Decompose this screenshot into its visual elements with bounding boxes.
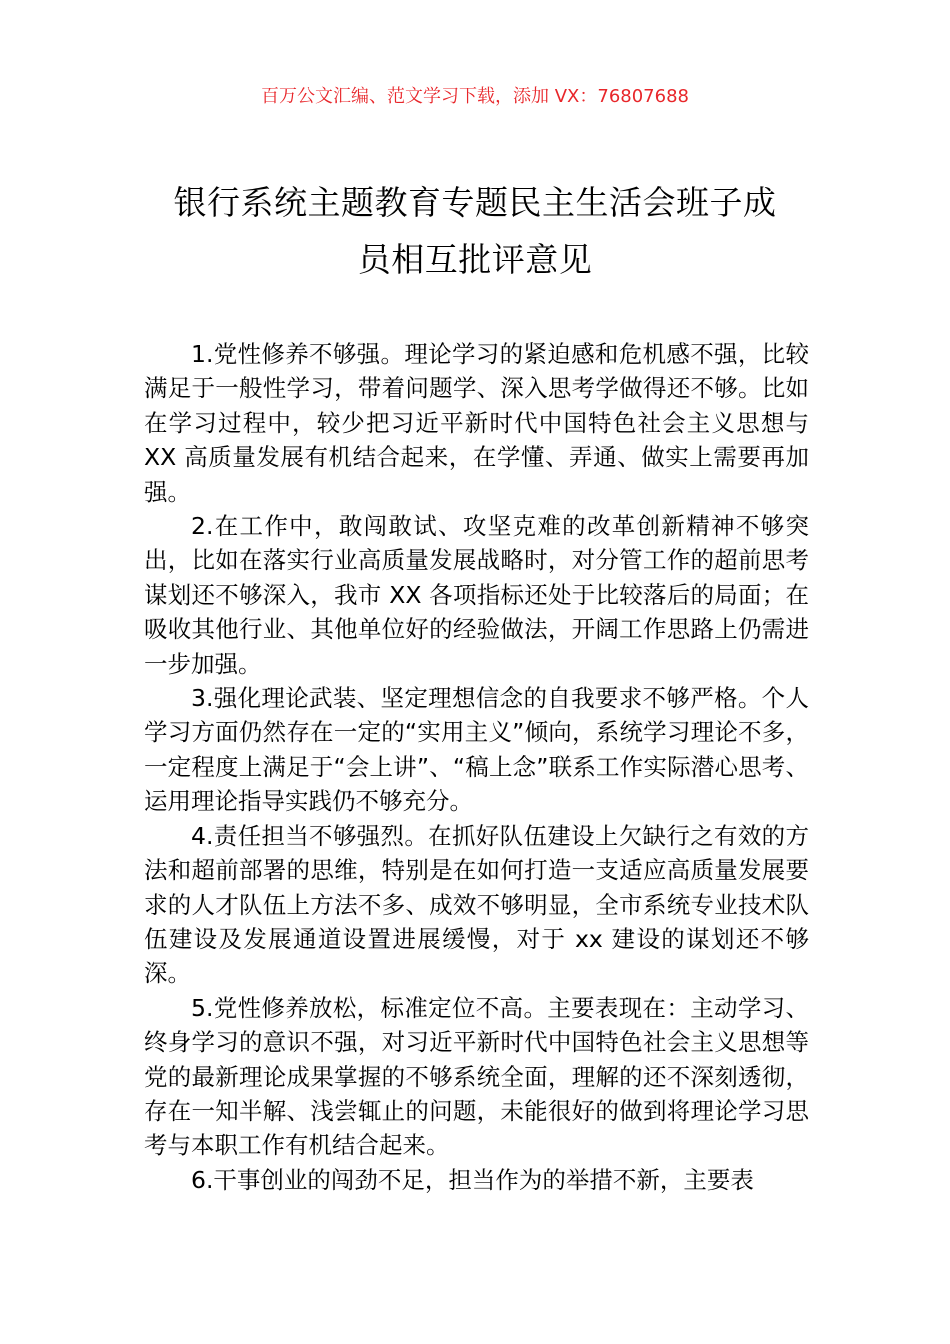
paragraph-5: 5.党性修养放松，标准定位不高。主要表现在：主动学习、终身学习的意识不强，对习近平新时代中国特色社会主义思想等党的最新理论成果掌握的不够系统全面，理解的还不深刻透彻，存在一知半解、浅尝辄止的问题，未能很好的做到将理论学习思考与本职工作有机结合起来。	[144, 993, 809, 1160]
paragraph-1: 1.党性修养不够强。理论学习的紧迫感和危机感不强，比较满足于一般性学习，带着问题学、深入思考学做得还不够。比如在学习过程中，较少把习近平新时代中国特色社会主义思想与 XX 高质量发展有机结合起来，在学懂、弄通、做实上需要再加强。	[144, 340, 809, 506]
title-line-1: 银行系统主题教育专题民主生活会班子成	[173, 183, 777, 222]
document-title	[140, 174, 810, 288]
title-line-2: 员相互批评意见	[357, 240, 593, 279]
paragraph-2: 2.在工作中，敢闯敢试、攻坚克难的改革创新精神不够突出，比如在落实行业高质量发展战略时，对分管工作的超前思考谋划还不够深入，我市 XX 各项指标还处于比较落后的局面；在吸收其他行业、其他单位好的经验做法，开阔工作思路上仍需进一步加强。	[144, 512, 809, 678]
paragraph-3: 3.强化理论武装、坚定理想信念的自我要求不够严格。个人学习方面仍然存在一定的“实用主义”倾向，系统学习理论不多，一定程度上满足于“会上讲”、“稿上念”联系工作实际潜心思考、运用理论指导实践仍不够充分。	[144, 684, 809, 816]
paragraph-6: 6.干事创业的闯劲不足，担当作为的举措不新，主要表	[191, 1165, 754, 1194]
paragraph-4: 4.责任担当不够强烈。在抓好队伍建设上欠缺行之有效的方法和超前部署的思维，特别是在如何打造一支适应高质量发展要求的人才队伍上方法不多、成效不够明显，全市系统专业技术队伍建设及发展通道设置进展缓慢，对于 xx 建设的谋划还不够深。	[144, 821, 809, 988]
document-body	[144, 337, 809, 1197]
header-banner: 百万公文汇编、范文学习下载，添加 VX：76807688	[261, 86, 689, 107]
